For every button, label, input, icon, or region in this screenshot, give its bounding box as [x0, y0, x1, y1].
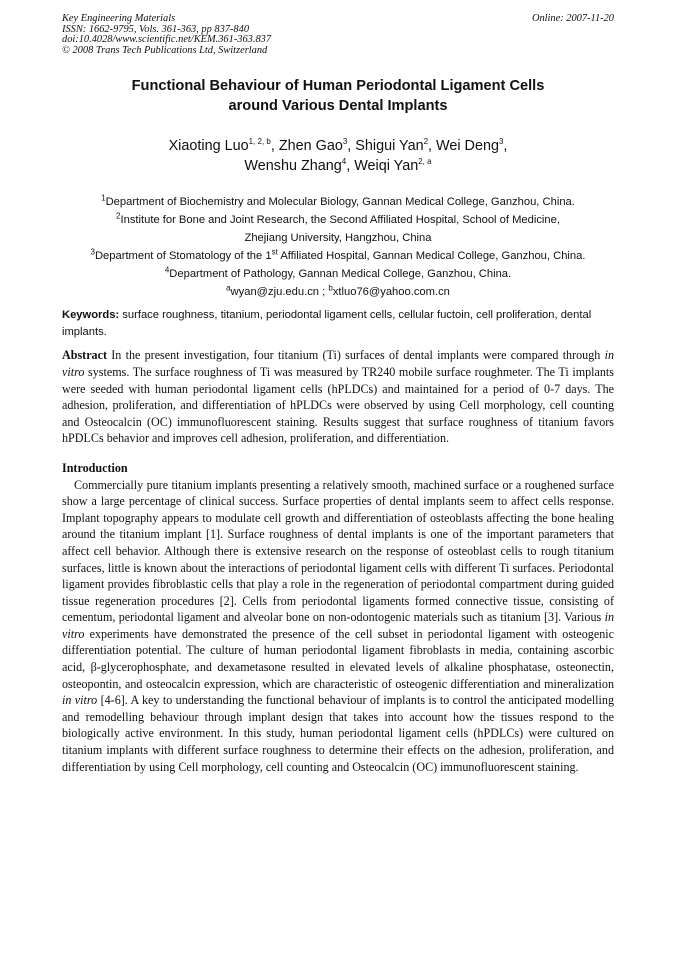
email-sup: b [328, 283, 333, 293]
author-sep: , [270, 138, 279, 155]
affiliation-sup: 1 [101, 193, 106, 203]
keywords-text: surface roughness, titanium, periodontal ligament cells, cellular fuctoin, cell proliferation, dental implants. [62, 309, 592, 338]
intro-text: Commercially pure titanium implants presenting a relatively smooth, machined surface or a roughened surface show a large percentage of clinical success. Surface properties of dental implants seem to affect cells response. Implant topography appears to modulate cell growth and differentiation of osteoblasts affecting the bone healing around the titanium implant [1]. Surface roughness of dental implants is one of the important parameters that affect cell behavior. Although there is extensive research on the response of osteoblast cells to rough titanium surfaces, little is known about the interactions of periodontal ligament cells with different Ti surfaces. Periodontal ligament provides fibroblastic cells that play a role in the regeneration of periodontal compartment during guided tissue regeneration procedures [2]. Cells from periodontal ligaments formed connective tissue, consisting of cementum, periodontal ligament and alveolar bone on non-odontogenic materials such as titanium [3]. Various [62, 477, 614, 625]
author-sup: 1, 2, b [248, 137, 271, 147]
abstract [62, 347, 614, 447]
introduction-paragraph [62, 477, 614, 776]
author-sup: 3 [498, 137, 504, 147]
issn-line: ISSN: 1662-9795, Vols. 361-363, pp 837-840 [62, 23, 250, 35]
email-sup: a [226, 283, 231, 293]
online-date: Online: 2007-11-20 [531, 13, 614, 24]
author-sep: , [347, 138, 356, 155]
affiliation-2 [62, 211, 614, 229]
abstract-label: Abstract [62, 348, 108, 363]
introduction-heading: Introduction [62, 460, 128, 475]
paper-title [62, 76, 614, 116]
title-line-1: Functional Behaviour of Human Periodontal Ligament Cells [131, 78, 545, 95]
author-name: Wenshu Zhang [244, 158, 342, 175]
journal-header [62, 14, 614, 56]
affiliation-text: Department of Stomatology of the 1 [94, 250, 272, 263]
email-a[interactable]: wyan@zju.edu.cn ; [230, 286, 329, 299]
author-list [62, 136, 614, 176]
affiliation-text: Affiliated Hospital, Gannan Medical College, Ganzhou, China. [277, 250, 586, 263]
author-name: Shigui Yan [355, 138, 424, 155]
affiliation-1 [62, 193, 614, 211]
affiliation-2-cont: Zhejiang University, Hangzhou, China [244, 232, 432, 245]
email-b[interactable]: xtluo76@yahoo.com.cn [332, 286, 450, 299]
author-line-2 [62, 156, 614, 176]
affiliation-text: Institute for Bone and Joint Research, the Second Affiliated Hospital, School of Medicine, [120, 214, 560, 227]
author-sup: 3 [342, 137, 348, 147]
affiliation-text: Department of Biochemistry and Molecular Biology, Gannan Medical College, Ganzhou, China. [105, 196, 575, 209]
affiliation-sup: 2 [116, 211, 121, 221]
email-line [62, 283, 614, 301]
intro-text: [4-6]. A key to understanding the functional behaviour of implants is to control the anticipated modelling and remodelling behaviour through implant design that takes into account how the tissues respond to the biologically active environment. In this study, human periodontal ligament cells (hPDLCs) were cultured on titanium implants with different surface roughness to determine their effects on the adhesion, proliferation, and differentiation by using Cell morphology, cell counting and Osteocalcin (OC) immunofluorescent staining. [62, 693, 614, 774]
affiliation-sup: 4 [164, 265, 170, 275]
affiliation-sup: 3 [90, 247, 95, 257]
author-name: Xiaoting Luo [168, 138, 249, 155]
paper-page [62, 14, 614, 775]
intro-text: experiments have demonstrated the presence of the cell subset in periodontal ligament with osteogenic differentiation potential. The culture of human periodontal ligament fibroblasts in media, containing ascorbic acid, β-glycerophosphate, and dexametasone resulted in elevated levels of alkaline phosphatase, osteonectin, osteopontin, and osteocalcin expression, which are characteristic of osteogenic differentiation and mineralization [62, 626, 614, 691]
author-name: Zhen Gao [278, 138, 343, 155]
author-sup: 4 [341, 157, 347, 167]
keywords-label: Keywords: [62, 309, 120, 322]
journal-name: Key Engineering Materials [62, 13, 176, 24]
author-sep: , [346, 158, 355, 175]
ordinal-sup: st [271, 247, 278, 257]
abstract-italic: in vitro [62, 348, 614, 379]
author-sup: 2, a [418, 157, 432, 167]
affiliation-text: Department of Pathology, Gannan Medical College, Ganzhou, China. [169, 268, 512, 281]
abstract-text: In the present investigation, four titanium (Ti) surfaces of dental implants were compared through [107, 348, 605, 363]
doi-line: doi:10.4028/www.scientific.net/KEM.361-363.837 [62, 34, 272, 46]
author-name: Weiqi Yan [354, 158, 419, 175]
author-sup: 2 [423, 137, 429, 147]
author-name: Wei Deng [436, 138, 499, 155]
abstract-text: systems. The surface roughness of Ti was measured by TR240 mobile surface roughmeter. The Ti implants were seeded with human periodontal ligament cells (hPLDCs) and maintained for a period of 0-7 days. The adhesion, proliferation, and differentiation of hPLDCs were observed by using Cell morphology, cell counting and Osteocalcin (OC) immunofluorescent staining. Results suggest that surface roughness of titanium favors hPDLCs behavior and improves cell adhesion, proliferation, and differentiation. [62, 364, 614, 446]
author-sep: , [503, 138, 508, 155]
copyright-line: © 2008 Trans Tech Publications Ltd, Switzerland [62, 44, 268, 56]
title-line-2: around Various Dental Implants [228, 98, 448, 115]
affiliation-4 [62, 265, 614, 283]
author-sep: , [428, 138, 437, 155]
affiliation-3 [62, 247, 614, 265]
author-line-1 [62, 136, 614, 156]
affiliations [62, 193, 614, 301]
intro-italic: in vitro [62, 693, 98, 708]
keywords [62, 307, 614, 340]
intro-italic: in vitro [62, 610, 614, 641]
